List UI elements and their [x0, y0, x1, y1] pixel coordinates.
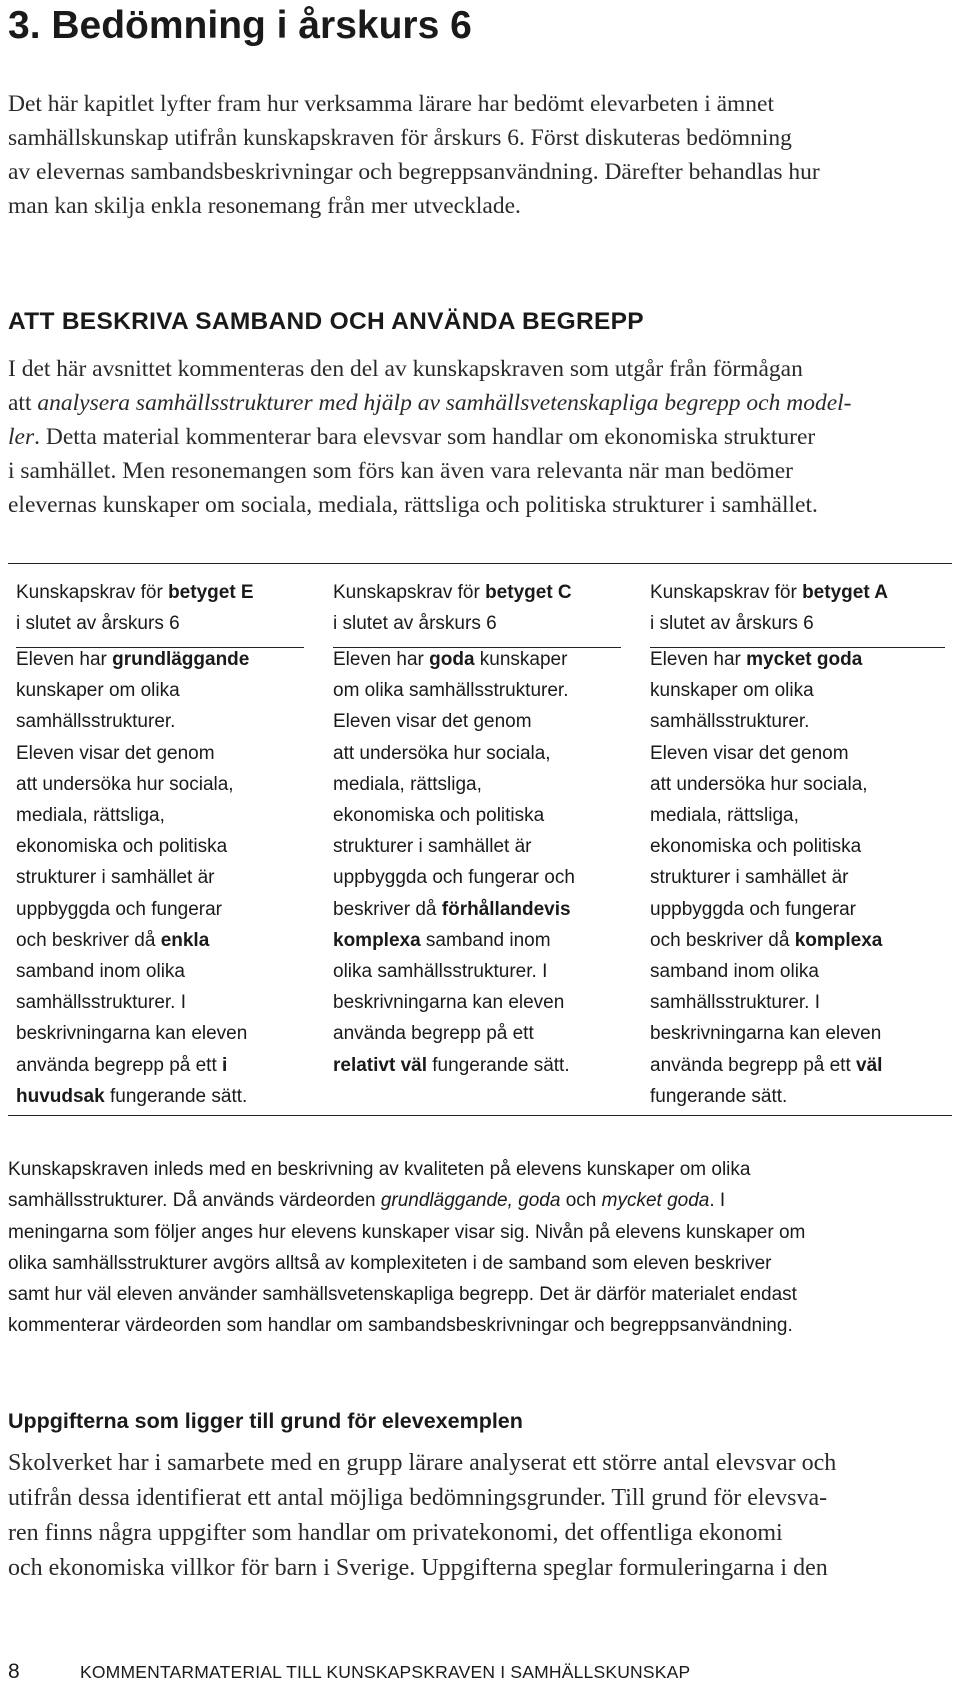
requirement-line: [650, 644, 950, 675]
header-text: Kunskapskrav för: [333, 582, 486, 603]
requirement-line: [650, 831, 950, 862]
text-run: kommenterar värdeorden som handlar om sambandsbeskrivningar och begreppsanvändning.: [8, 1315, 793, 1337]
text-run: och beskriver då: [16, 929, 161, 951]
intro-line: man kan skilja enkla resonemang från mer utvecklade.: [8, 193, 521, 219]
requirement-line: [16, 769, 316, 800]
requirement-line: [16, 862, 316, 893]
requirement-line: [650, 706, 950, 737]
text-run: samt hur väl eleven använder samhällsvetenskapliga begrepp. Det är därför materialet endast: [8, 1284, 797, 1306]
text-run: kunskaper om olika: [650, 680, 814, 702]
running-title: KOMMENTARMATERIAL TILL KUNSKAPSKRAVEN I SAMHÄLLSKUNSKAP: [80, 1662, 691, 1682]
text-run: samhällsstrukturer. I: [16, 992, 186, 1014]
text-run: samband inom: [420, 929, 551, 951]
intro-line: samhällskunskap utifrån kunskapskraven för årskurs 6. Först diskuteras bedömning: [8, 125, 792, 151]
requirement-line: [650, 800, 950, 831]
text-run: samhällsstrukturer.: [16, 711, 176, 733]
text-run: Eleven har: [650, 649, 747, 670]
text-run: uppbyggda och fungerar och: [333, 867, 575, 889]
requirement-line: [650, 894, 950, 925]
requirement-line: [650, 769, 950, 800]
text-run: strukturer i samhället är: [333, 836, 532, 858]
column-header: [650, 577, 950, 639]
requirement-line: [333, 1050, 633, 1081]
requirement-line: [16, 894, 316, 925]
requirement-line: [333, 987, 633, 1018]
requirement-line: [650, 1081, 950, 1112]
text-run: samhällsstrukturer. Då används värdeorden: [8, 1190, 381, 1212]
commentary-line: [8, 1248, 805, 1279]
requirement-line: [650, 1018, 950, 1049]
bold-term: goda: [429, 649, 475, 670]
requirement-line: [16, 925, 316, 956]
text-run: meningarna som följer anges hur elevens kunskaper visar sig. Nivån på elevens kunskaper om: [8, 1221, 806, 1243]
paragraph-line: [8, 420, 852, 454]
text-run: uppbyggda och fungerar: [650, 898, 856, 920]
text-run: att: [8, 390, 38, 416]
column-body: [16, 644, 316, 1112]
text-run: samband inom olika: [16, 961, 185, 983]
requirement-line: [16, 987, 316, 1018]
requirement-line: [650, 675, 950, 706]
text-run: använda begrepp på ett: [16, 1054, 223, 1076]
requirement-line: [16, 675, 316, 706]
requirement-line: [333, 769, 633, 800]
requirement-line: [16, 800, 316, 831]
text-run: mediala, rättsliga,: [650, 805, 799, 827]
requirements-column-c: [333, 564, 633, 1115]
paragraph-line: Skolverket har i samarbete med en grupp lärare analyserat ett större antal elevsvar och: [8, 1450, 837, 1476]
commentary-line: [8, 1310, 805, 1341]
text-run: att undersöka hur sociala,: [333, 742, 551, 764]
requirement-line: [16, 831, 316, 862]
grade-label: betyget A: [802, 582, 888, 603]
text-run: kunskaper: [474, 649, 568, 670]
text-run: beskriver då: [333, 898, 442, 920]
requirement-line: [333, 862, 633, 893]
section-samband-paragraph: [8, 352, 852, 522]
paragraph-line: [8, 386, 852, 420]
column-body: [650, 644, 950, 1112]
requirement-line: [16, 644, 316, 675]
requirement-line: [333, 675, 633, 706]
italic-phrase: ler: [8, 424, 35, 450]
text-run: Kunskapskraven inleds med en beskrivning av kvaliteten på elevens kunskaper om olika: [8, 1159, 751, 1180]
text-run: använda begrepp på ett: [333, 1023, 534, 1045]
intro-paragraph: [8, 87, 820, 223]
header-line: [333, 577, 633, 608]
intro-line: Det här kapitlet lyfter fram hur verksamma lärare har bedömt elevarbeten i ämnet: [8, 91, 775, 117]
section-uppgifterna-paragraph: [8, 1446, 836, 1586]
requirement-line: [16, 1018, 316, 1049]
grade-label: betyget E: [168, 582, 254, 603]
bold-term: förhållandevis: [441, 898, 571, 920]
text-run: Eleven har: [16, 649, 113, 670]
requirement-line: [333, 925, 633, 956]
text-run: Eleven visar det genom: [16, 742, 215, 764]
bold-term: enkla: [160, 929, 210, 951]
header-line: i slutet av årskurs 6: [333, 613, 497, 635]
requirements-column-e: [16, 564, 316, 1115]
requirement-line: [333, 956, 633, 987]
requirement-line: [333, 706, 633, 737]
commentary-line: [8, 1279, 805, 1310]
text-run: ekonomiska och politiska: [16, 836, 228, 858]
requirement-line: [650, 956, 950, 987]
requirement-line: [650, 925, 950, 956]
bold-term: relativt väl: [333, 1054, 427, 1076]
text-run: Eleven har: [333, 649, 430, 670]
bold-term: komplexa: [333, 929, 421, 951]
paragraph-line: i samhället. Men resonemangen som förs kan även vara relevanta när man bedömer: [8, 458, 793, 484]
text-run: fungerande sätt.: [650, 1085, 788, 1107]
bold-term: i: [222, 1054, 228, 1076]
column-body: [333, 644, 633, 1081]
text-run: om olika samhällsstrukturer.: [333, 680, 569, 702]
text-run: beskrivningarna kan eleven: [333, 992, 565, 1014]
requirement-line: [333, 831, 633, 862]
bold-term: väl: [856, 1054, 883, 1076]
paragraph-line: och ekonomiska villkor för barn i Sverige. Uppgifterna speglar formuleringarna i den: [8, 1555, 828, 1581]
requirement-line: [650, 862, 950, 893]
knowledge-requirements-table: [8, 563, 952, 1116]
requirement-line: [16, 738, 316, 769]
commentary-line: [8, 1154, 805, 1185]
italic-phrase: analysera samhällsstrukturer med hjälp av samhällsvetenskapliga begrepp och model-: [37, 390, 852, 416]
text-run: uppbyggda och fungerar: [16, 898, 222, 920]
intro-line: av elevernas sambandsbeskrivningar och begreppsanvändning. Därefter behandlas hur: [8, 159, 820, 185]
requirement-line: [333, 644, 633, 675]
requirement-line: [333, 894, 633, 925]
requirement-line: [333, 1018, 633, 1049]
italic-term: mycket goda: [601, 1190, 710, 1212]
chapter-title: 3. Bedömning i årskurs 6: [8, 4, 472, 47]
text-run: ekonomiska och politiska: [333, 805, 545, 827]
requirement-line: [650, 1050, 950, 1081]
text-run: mediala, rättsliga,: [16, 805, 165, 827]
page-number: 8: [8, 1660, 20, 1683]
bold-term: mycket goda: [746, 649, 863, 670]
requirement-line: [333, 738, 633, 769]
requirement-line: [16, 1050, 316, 1081]
text-run: fungerande sätt.: [104, 1085, 248, 1107]
text-run: ekonomiska och politiska: [650, 836, 862, 858]
text-run: . Detta material kommenterar bara elevsvar som handlar om ekonomiska strukturer: [34, 424, 816, 450]
header-line: i slutet av årskurs 6: [16, 613, 180, 635]
header-text: Kunskapskrav för: [16, 582, 169, 603]
header-line: [650, 577, 950, 608]
column-header: [333, 577, 633, 639]
text-run: samhällsstrukturer.: [650, 711, 810, 733]
paragraph-line: I det här avsnittet kommenteras den del av kunskapskraven som utgår från förmågan: [8, 356, 803, 382]
text-run: kunskaper om olika: [16, 680, 180, 702]
text-run: att undersöka hur sociala,: [650, 773, 868, 795]
paragraph-line: elevernas kunskaper om sociala, mediala, rättsliga och politiska strukturer i samhället.: [8, 492, 818, 518]
italic-term: grundläggande, goda: [380, 1190, 561, 1212]
requirement-line: [333, 800, 633, 831]
text-run: . I: [709, 1190, 726, 1212]
text-run: att undersöka hur sociala,: [16, 773, 234, 795]
text-run: och beskriver då: [650, 929, 795, 951]
text-run: fungerande sätt.: [427, 1054, 570, 1076]
requirement-line: [16, 1081, 316, 1112]
text-run: strukturer i samhället är: [650, 867, 849, 889]
requirement-line: [650, 738, 950, 769]
bold-term: huvudsak: [16, 1085, 105, 1107]
text-run: strukturer i samhället är: [16, 867, 215, 889]
commentary-line: [8, 1185, 805, 1216]
text-run: och: [560, 1190, 602, 1212]
page-footer: [8, 1660, 690, 1684]
text-run: Eleven visar det genom: [650, 742, 849, 764]
bold-term: grundläggande: [112, 649, 250, 670]
text-run: Eleven visar det genom: [333, 711, 532, 733]
header-text: Kunskapskrav för: [650, 582, 803, 603]
requirement-line: [650, 987, 950, 1018]
paragraph-line: ren finns några uppgifter som handlar om privatekonomi, det offentliga ekonomi: [8, 1520, 783, 1546]
header-line: i slutet av årskurs 6: [650, 613, 814, 635]
text-run: beskrivningarna kan eleven: [650, 1023, 882, 1045]
requirements-column-a: [650, 564, 950, 1115]
bold-term: komplexa: [794, 929, 883, 951]
text-run: mediala, rättsliga,: [333, 773, 482, 795]
header-line: [16, 577, 316, 608]
commentary-paragraph: [8, 1154, 805, 1342]
text-run: beskrivningarna kan eleven: [16, 1023, 248, 1045]
text-run: olika samhällsstrukturer avgörs alltså av komplexiteten i de samband som eleven beskriver: [8, 1252, 772, 1274]
requirement-line: [16, 706, 316, 737]
paragraph-line: utifrån dessa identifierat ett antal möjliga bedömningsgrunder. Till grund för elevsva-: [8, 1485, 828, 1511]
text-run: använda begrepp på ett: [650, 1054, 857, 1076]
column-header: [16, 577, 316, 639]
commentary-line: [8, 1217, 805, 1248]
text-run: samhällsstrukturer. I: [650, 992, 820, 1014]
requirement-line: [16, 956, 316, 987]
text-run: olika samhällsstrukturer. I: [333, 961, 548, 983]
grade-label: betyget C: [485, 582, 572, 603]
section-heading-samband: ATT BESKRIVA SAMBAND OCH ANVÄNDA BEGREPP: [8, 308, 644, 335]
text-run: samband inom olika: [650, 961, 819, 983]
section-heading-uppgifterna: Uppgifterna som ligger till grund för elevexemplen: [8, 1409, 523, 1433]
